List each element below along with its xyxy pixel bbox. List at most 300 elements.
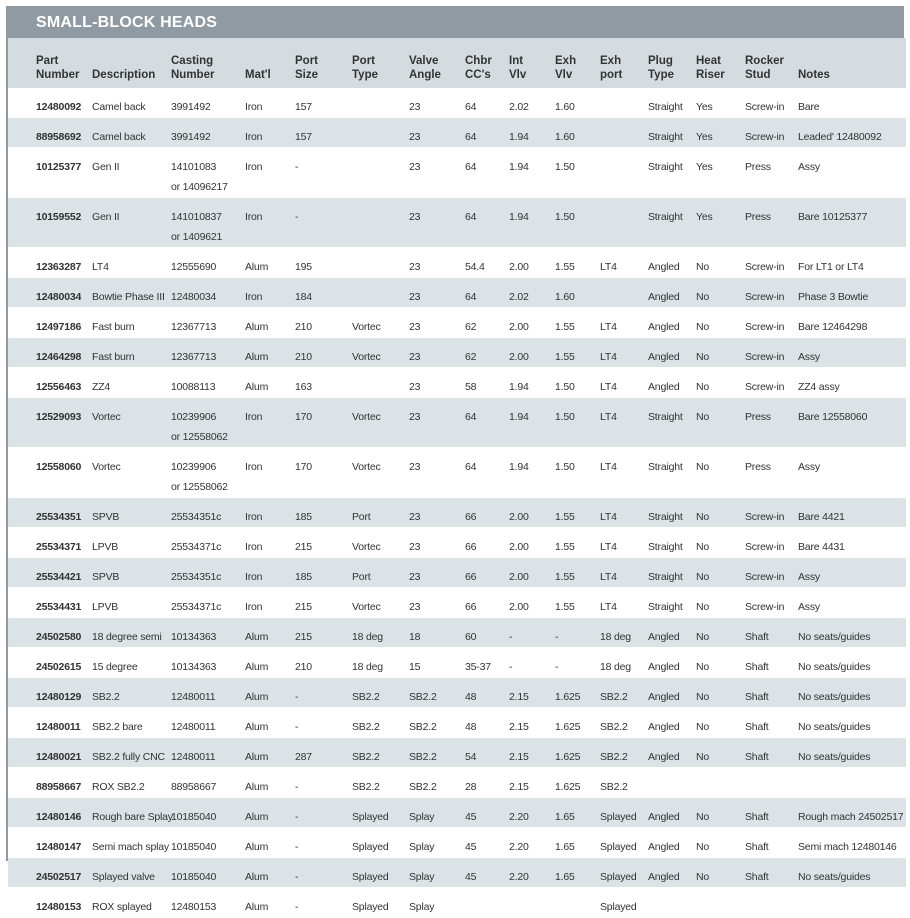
table-cell: 10088113 bbox=[171, 381, 216, 393]
table-cell: No bbox=[696, 751, 710, 763]
table-cell: 12480034 bbox=[171, 291, 217, 303]
table-row bbox=[8, 618, 906, 648]
part-number-cell: 10125377 bbox=[36, 161, 82, 173]
table-cell: Splayed bbox=[352, 811, 389, 823]
table-cell: 64 bbox=[465, 291, 477, 303]
part-number-cell: 25534431 bbox=[36, 601, 82, 613]
table-cell: 1.55 bbox=[555, 511, 575, 523]
table-cell: Shaft bbox=[745, 721, 769, 733]
table-cell: Screw-in bbox=[745, 511, 785, 523]
table-cell: 64 bbox=[465, 161, 477, 173]
casting-number-line: 141010837 bbox=[171, 211, 222, 223]
table-cell: Bare 12558060 bbox=[798, 411, 868, 423]
table-cell: No bbox=[696, 321, 710, 333]
table-cell: 1.94 bbox=[509, 161, 529, 173]
table-cell: 210 bbox=[295, 661, 312, 673]
part-number-cell: 88958667 bbox=[36, 781, 82, 793]
table-cell: Splayed bbox=[600, 901, 637, 913]
casting-number-line: or 12558062 bbox=[171, 481, 228, 493]
table-cell: No bbox=[696, 661, 710, 673]
table-cell: 1.60 bbox=[555, 291, 575, 303]
part-number-cell: 24502580 bbox=[36, 631, 82, 643]
part-number-cell: 12529093 bbox=[36, 411, 82, 423]
table-cell: 185 bbox=[295, 571, 312, 583]
table-cell: - bbox=[509, 661, 513, 673]
table-cell: - bbox=[295, 901, 299, 913]
part-number-cell: 12480129 bbox=[36, 691, 82, 703]
table-cell: 2.15 bbox=[509, 691, 529, 703]
table-cell: Iron bbox=[245, 101, 263, 113]
column-header: Exh Vlv bbox=[555, 55, 577, 81]
table-cell: Iron bbox=[245, 461, 263, 473]
column-header: Casting Number bbox=[171, 55, 215, 81]
table-cell: 1.625 bbox=[555, 691, 581, 703]
table-cell: 62 bbox=[465, 351, 477, 363]
table-cell: Iron bbox=[245, 511, 263, 523]
table-cell: - bbox=[295, 211, 299, 223]
table-cell: Alum bbox=[245, 871, 269, 883]
table-cell: Leaded' 12480092 bbox=[798, 131, 882, 143]
table-row bbox=[8, 528, 906, 558]
table-cell: Screw-in bbox=[745, 101, 785, 113]
table-cell bbox=[600, 118, 648, 148]
table-cell: Iron bbox=[245, 161, 263, 173]
table-cell: Iron bbox=[245, 411, 263, 423]
table-cell: 1.50 bbox=[555, 461, 575, 473]
table-cell: 2.00 bbox=[509, 511, 529, 523]
table-cell: 2.15 bbox=[509, 721, 529, 733]
table-cell: Alum bbox=[245, 631, 269, 643]
table-cell: Vortec bbox=[92, 461, 121, 473]
table-cell: LT4 bbox=[600, 351, 617, 363]
table-cell: Straight bbox=[648, 601, 683, 613]
table-cell: 157 bbox=[295, 101, 312, 113]
table-cell: LT4 bbox=[600, 411, 617, 423]
table-cell: Assy bbox=[798, 351, 820, 363]
table-cell: 25534371c bbox=[171, 601, 222, 613]
table-cell: Iron bbox=[245, 211, 263, 223]
table-cell: No seats/guides bbox=[798, 751, 871, 763]
table-cell: - bbox=[295, 871, 299, 883]
table-cell: No bbox=[696, 261, 710, 273]
part-number-cell: 12558060 bbox=[36, 461, 82, 473]
table-cell: 25534351c bbox=[171, 511, 222, 523]
casting-number-line: 14101083 bbox=[171, 161, 217, 173]
table-cell: 2.00 bbox=[509, 601, 529, 613]
table-cell: Iron bbox=[245, 601, 263, 613]
table-cell: - bbox=[555, 661, 559, 673]
table-cell bbox=[600, 88, 648, 118]
table-cell: 10185040 bbox=[171, 871, 217, 883]
table-cell: Phase 3 Bowtie bbox=[798, 291, 869, 303]
table-cell: Fast burn bbox=[92, 321, 135, 333]
table-cell: Angled bbox=[648, 661, 680, 673]
table-header-row bbox=[8, 38, 906, 88]
table-cell: 1.625 bbox=[555, 751, 581, 763]
table-row bbox=[8, 858, 906, 888]
table-cell bbox=[555, 888, 600, 918]
table-cell: 23 bbox=[409, 461, 421, 473]
table-cell: Screw-in bbox=[745, 601, 785, 613]
table-cell: 1.94 bbox=[509, 131, 529, 143]
table-cell: No bbox=[696, 631, 710, 643]
table-cell bbox=[600, 148, 648, 198]
table-cell: 45 bbox=[465, 841, 477, 853]
table-title: SMALL-BLOCK HEADS bbox=[8, 8, 902, 38]
part-number-cell: 88958692 bbox=[36, 131, 82, 143]
table-cell: Press bbox=[745, 411, 771, 423]
table-cell: LPVB bbox=[92, 601, 119, 613]
table-row bbox=[8, 798, 906, 828]
table-cell: 28 bbox=[465, 781, 477, 793]
table-cell: 1.65 bbox=[555, 811, 575, 823]
table-cell: Rough bare Splay bbox=[92, 811, 173, 823]
table-cell: Alum bbox=[245, 261, 269, 273]
table-cell: 23 bbox=[409, 571, 421, 583]
table-cell bbox=[352, 198, 409, 248]
table-cell: Camel back bbox=[92, 101, 146, 113]
part-number-cell: 25534351 bbox=[36, 511, 82, 523]
table-cell: Vortec bbox=[352, 541, 381, 553]
table-cell: SB2.2 bbox=[352, 751, 380, 763]
table-cell: 66 bbox=[465, 511, 477, 523]
table-cell: 45 bbox=[465, 811, 477, 823]
table-cell: 23 bbox=[409, 511, 421, 523]
table-cell: No seats/guides bbox=[798, 691, 871, 703]
table-row bbox=[8, 498, 906, 528]
table-cell: 12480153 bbox=[171, 901, 217, 913]
part-number-cell: 12497186 bbox=[36, 321, 82, 333]
column-header: Description bbox=[92, 69, 156, 81]
table-cell: Straight bbox=[648, 101, 683, 113]
table-cell: 58 bbox=[465, 381, 477, 393]
table-cell: Splayed bbox=[600, 811, 637, 823]
table-cell: 1.60 bbox=[555, 131, 575, 143]
table-cell: 2.00 bbox=[509, 321, 529, 333]
table-cell: 215 bbox=[295, 541, 312, 553]
table-cell: 23 bbox=[409, 321, 421, 333]
table-cell: No bbox=[696, 351, 710, 363]
table-cell: Splayed bbox=[352, 841, 389, 853]
table-cell bbox=[745, 768, 798, 798]
part-number-cell: 12480092 bbox=[36, 101, 82, 113]
table-cell: 60 bbox=[465, 631, 477, 643]
table-cell: 64 bbox=[465, 131, 477, 143]
table-cell: LT4 bbox=[600, 511, 617, 523]
table-cell: 18 deg bbox=[600, 661, 631, 673]
column-header: Int Vlv bbox=[509, 55, 527, 81]
casting-number-line: or 1409621 bbox=[171, 231, 223, 243]
small-block-heads-table-panel bbox=[6, 6, 904, 913]
table-cell: Splay bbox=[409, 871, 435, 883]
table-cell: - bbox=[295, 161, 299, 173]
table-cell: Angled bbox=[648, 351, 680, 363]
table-cell bbox=[648, 888, 696, 918]
table-cell: Vortec bbox=[352, 601, 381, 613]
table-cell: 170 bbox=[295, 461, 312, 473]
table-cell: 23 bbox=[409, 381, 421, 393]
table-cell: 23 bbox=[409, 131, 421, 143]
table-cell: Angled bbox=[648, 691, 680, 703]
table-cell: LT4 bbox=[92, 261, 109, 273]
table-row bbox=[8, 738, 906, 768]
table-cell bbox=[352, 278, 409, 308]
table-cell: Assy bbox=[798, 571, 820, 583]
table-cell: - bbox=[509, 631, 513, 643]
table-row bbox=[8, 888, 906, 918]
table-cell: 12555690 bbox=[171, 261, 217, 273]
table-cell: 1.65 bbox=[555, 841, 575, 853]
table-cell: No bbox=[696, 381, 710, 393]
table-cell: 2.15 bbox=[509, 751, 529, 763]
table-cell: Alum bbox=[245, 901, 269, 913]
table-cell: LT4 bbox=[600, 261, 617, 273]
table-row bbox=[8, 678, 906, 708]
table-cell: - bbox=[295, 721, 299, 733]
table-cell: Camel back bbox=[92, 131, 146, 143]
table-row bbox=[8, 248, 906, 278]
table-row bbox=[8, 828, 906, 858]
table-cell: Alum bbox=[245, 751, 269, 763]
table-cell: 18 deg bbox=[600, 631, 631, 643]
table-cell: Straight bbox=[648, 161, 683, 173]
column-header: Rocker Stud bbox=[745, 55, 784, 81]
table-cell: 15 bbox=[409, 661, 421, 673]
table-cell: 3991492 bbox=[171, 101, 211, 113]
table-cell: Shaft bbox=[745, 841, 769, 853]
table-cell: 23 bbox=[409, 411, 421, 423]
table-cell: 1.60 bbox=[555, 101, 575, 113]
table-cell: No bbox=[696, 511, 710, 523]
table-cell: 1.94 bbox=[509, 411, 529, 423]
part-number-cell: 12363287 bbox=[36, 261, 82, 273]
table-cell: Angled bbox=[648, 811, 680, 823]
table-cell: Iron bbox=[245, 571, 263, 583]
table-cell: Screw-in bbox=[745, 261, 785, 273]
table-cell: 210 bbox=[295, 351, 312, 363]
table-cell: 2.20 bbox=[509, 871, 529, 883]
table-cell: 1.55 bbox=[555, 601, 575, 613]
table-cell: Angled bbox=[648, 261, 680, 273]
table-cell: Alum bbox=[245, 721, 269, 733]
table-cell bbox=[509, 888, 555, 918]
table-cell: LT4 bbox=[600, 321, 617, 333]
table-cell bbox=[352, 368, 409, 398]
table-cell: Assy bbox=[798, 601, 820, 613]
table-cell: 23 bbox=[409, 291, 421, 303]
table-cell: No seats/guides bbox=[798, 661, 871, 673]
column-header: Plug Type bbox=[648, 55, 674, 81]
table-row bbox=[8, 338, 906, 368]
table-cell: Straight bbox=[648, 211, 683, 223]
table-cell: 12367713 bbox=[171, 351, 217, 363]
part-number-cell: 25534371 bbox=[36, 541, 82, 553]
table-cell: ROX SB2.2 bbox=[92, 781, 145, 793]
table-cell: Shaft bbox=[745, 751, 769, 763]
table-cell: 12480011 bbox=[171, 691, 216, 703]
table-cell: 185 bbox=[295, 511, 312, 523]
table-cell: 23 bbox=[409, 101, 421, 113]
table-cell: 2.00 bbox=[509, 261, 529, 273]
casting-number-line: or 14096217 bbox=[171, 181, 228, 193]
table-cell: 1.55 bbox=[555, 261, 575, 273]
table-row bbox=[8, 88, 906, 118]
column-header: Notes bbox=[798, 69, 830, 81]
table-cell: 287 bbox=[295, 751, 312, 763]
table-cell: 10134363 bbox=[171, 661, 217, 673]
table-cell: 10185040 bbox=[171, 841, 217, 853]
table-cell: 18 bbox=[409, 631, 421, 643]
table-cell: Alum bbox=[245, 661, 269, 673]
table-cell: No bbox=[696, 811, 710, 823]
part-number-cell: 24502517 bbox=[36, 871, 82, 883]
table-cell: Angled bbox=[648, 871, 680, 883]
table-cell: No bbox=[696, 871, 710, 883]
table-cell: 1.625 bbox=[555, 781, 581, 793]
table-cell: 18 deg bbox=[352, 631, 383, 643]
table-row bbox=[8, 648, 906, 678]
table-cell: 184 bbox=[295, 291, 312, 303]
table-cell: Alum bbox=[245, 351, 269, 363]
table-cell: 195 bbox=[295, 261, 312, 273]
table-cell: No bbox=[696, 541, 710, 553]
table-cell: ZZ4 bbox=[92, 381, 111, 393]
table-cell: Bowtie Phase III bbox=[92, 291, 165, 303]
table-cell: For LT1 or LT4 bbox=[798, 261, 864, 273]
table-cell: Screw-in bbox=[745, 321, 785, 333]
table-cell: Vortec bbox=[352, 411, 381, 423]
table-cell: LT4 bbox=[600, 571, 617, 583]
table-row bbox=[8, 118, 906, 148]
casting-number-line: or 12558062 bbox=[171, 431, 228, 443]
table-cell: Straight bbox=[648, 511, 683, 523]
table-cell: No bbox=[696, 461, 710, 473]
table-cell: No bbox=[696, 291, 710, 303]
table-cell: 64 bbox=[465, 211, 477, 223]
part-number-cell: 10159552 bbox=[36, 211, 82, 223]
table-cell: No bbox=[696, 721, 710, 733]
table-row bbox=[8, 448, 906, 498]
table-cell: 10185040 bbox=[171, 811, 217, 823]
table-cell bbox=[352, 88, 409, 118]
table-cell: 23 bbox=[409, 541, 421, 553]
table-cell: 23 bbox=[409, 161, 421, 173]
table-cell: Shaft bbox=[745, 811, 769, 823]
table-row bbox=[8, 768, 906, 798]
heads-table bbox=[8, 38, 906, 918]
table-cell: Shaft bbox=[745, 661, 769, 673]
table-cell bbox=[171, 448, 245, 498]
column-header: Chbr CC's bbox=[465, 55, 492, 81]
table-cell: 2.00 bbox=[509, 351, 529, 363]
table-cell: Angled bbox=[648, 841, 680, 853]
table-cell: 35-37 bbox=[465, 661, 491, 673]
table-cell bbox=[352, 148, 409, 198]
table-cell: Alum bbox=[245, 811, 269, 823]
table-cell: Angled bbox=[648, 321, 680, 333]
table-cell: LT4 bbox=[600, 601, 617, 613]
table-cell: 64 bbox=[465, 461, 477, 473]
table-cell: Yes bbox=[696, 161, 713, 173]
column-header: Port Type bbox=[352, 55, 378, 81]
table-cell: SB2.2 bbox=[92, 691, 120, 703]
table-row bbox=[8, 708, 906, 738]
table-cell: 12480011 bbox=[171, 721, 216, 733]
table-cell: Alum bbox=[245, 381, 269, 393]
table-cell: No seats/guides bbox=[798, 631, 871, 643]
table-cell: 66 bbox=[465, 601, 477, 613]
table-cell: 2.00 bbox=[509, 541, 529, 553]
table-cell: Splayed bbox=[600, 841, 637, 853]
table-cell: 64 bbox=[465, 411, 477, 423]
table-cell: Splayed bbox=[352, 901, 389, 913]
table-cell: SB2.2 bbox=[409, 751, 437, 763]
table-cell: - bbox=[295, 691, 299, 703]
table-cell: 157 bbox=[295, 131, 312, 143]
table-cell: SPVB bbox=[92, 511, 120, 523]
table-cell: Bare 4431 bbox=[798, 541, 845, 553]
table-cell: - bbox=[295, 811, 299, 823]
part-number-cell: 24502615 bbox=[36, 661, 82, 673]
table-cell: 48 bbox=[465, 691, 477, 703]
table-row bbox=[8, 398, 906, 448]
table-cell: 10134363 bbox=[171, 631, 217, 643]
table-cell: SB2.2 bbox=[600, 751, 628, 763]
table-cell: SPVB bbox=[92, 571, 120, 583]
part-number-cell: 12480147 bbox=[36, 841, 82, 853]
table-cell: 66 bbox=[465, 541, 477, 553]
table-cell: 1.50 bbox=[555, 381, 575, 393]
table-cell: 25534371c bbox=[171, 541, 222, 553]
table-cell: SB2.2 bbox=[352, 691, 380, 703]
table-cell bbox=[648, 768, 696, 798]
table-cell: 163 bbox=[295, 381, 312, 393]
table-cell: 2.15 bbox=[509, 781, 529, 793]
part-number-cell: 25534421 bbox=[36, 571, 82, 583]
table-cell: 2.20 bbox=[509, 811, 529, 823]
table-cell: Shaft bbox=[745, 631, 769, 643]
table-cell: 54 bbox=[465, 751, 477, 763]
table-cell: Vortec bbox=[352, 461, 381, 473]
table-cell: No bbox=[696, 411, 710, 423]
table-cell bbox=[171, 148, 245, 198]
table-cell: 2.02 bbox=[509, 101, 529, 113]
table-cell: Bare 12464298 bbox=[798, 321, 868, 333]
table-cell: Rough mach 24502517 bbox=[798, 811, 904, 823]
table-cell: SB2.2 bbox=[352, 721, 380, 733]
casting-number-line: 10239906 bbox=[171, 411, 217, 423]
table-cell: 2.00 bbox=[509, 571, 529, 583]
table-cell: 23 bbox=[409, 351, 421, 363]
table-cell bbox=[696, 768, 745, 798]
table-cell: LT4 bbox=[600, 461, 617, 473]
table-cell: 23 bbox=[409, 601, 421, 613]
table-cell: Port bbox=[352, 571, 371, 583]
table-cell: SB2.2 bbox=[409, 781, 437, 793]
table-cell: Angled bbox=[648, 751, 680, 763]
table-cell: 1.94 bbox=[509, 381, 529, 393]
table-cell: 45 bbox=[465, 871, 477, 883]
table-cell: Yes bbox=[696, 131, 713, 143]
table-cell: Press bbox=[745, 211, 771, 223]
table-cell: No seats/guides bbox=[798, 871, 871, 883]
table-cell: 3991492 bbox=[171, 131, 211, 143]
table-cell: LPVB bbox=[92, 541, 119, 553]
table-body bbox=[8, 88, 906, 918]
table-row bbox=[8, 148, 906, 198]
table-cell bbox=[798, 768, 906, 798]
table-cell: Assy bbox=[798, 461, 820, 473]
